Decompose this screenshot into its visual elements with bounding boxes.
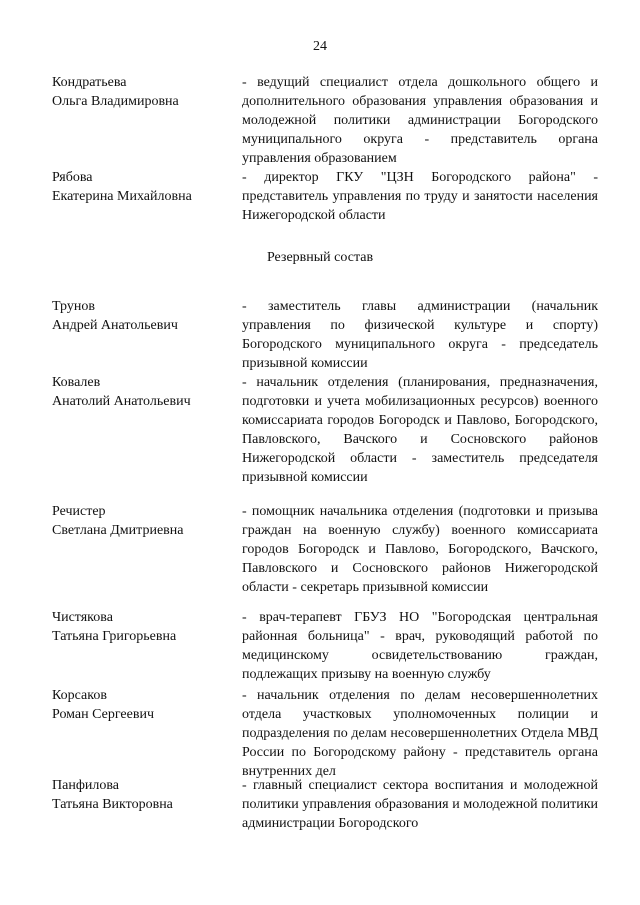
member-role: - помощник начальника отделения (подготовки и призыва граждан на военную службу) военного комиссариата городов Богородск и Павлово, Богородского, Вачского, Павловского и Сосновского районов Нижегородской области - секретарь призывной комиссии <box>242 504 598 595</box>
member-surname: Панфилова <box>52 778 120 793</box>
member-name <box>52 297 232 335</box>
member-surname: Корсаков <box>52 688 107 703</box>
member-given-names: Екатерина Михайловна <box>52 189 192 204</box>
member-name <box>52 373 232 411</box>
member-given-names: Роман Сергеевич <box>52 707 154 722</box>
member-given-names: Татьяна Григорьевна <box>52 629 177 644</box>
member-role: - директор ГКУ "ЦЗН Богородского района" - представитель управления по труду и занятости населения Нижегородской области <box>242 170 598 223</box>
member-given-names: Ольга Владимировна <box>52 94 179 109</box>
member-surname: Трунов <box>52 299 95 314</box>
member-surname: Кондратьева <box>52 75 127 90</box>
page-number: 24 <box>313 39 327 54</box>
member-given-names: Светлана Дмитриевна <box>52 523 184 538</box>
member-name <box>52 776 232 814</box>
member-surname: Ковалев <box>52 375 101 390</box>
member-name <box>52 686 232 724</box>
section-title: Резервный состав <box>266 250 374 265</box>
member-surname: Рябова <box>52 170 93 185</box>
member-name <box>52 608 232 646</box>
member-given-names: Анатолий Анатольевич <box>52 394 191 409</box>
member-name <box>52 168 232 206</box>
member-given-names: Андрей Анатольевич <box>52 318 178 333</box>
member-name <box>52 502 232 540</box>
member-role: - заместитель главы администрации (начальник управления по физической культуре и спорту) Богородского муниципального округа - председатель призывной комиссии <box>242 299 598 371</box>
member-surname: Речистер <box>52 504 106 519</box>
member-role: - начальник отделения по делам несовершеннолетних отдела участковых уполномоченных полиции и подразделения по делам несовершеннолетних Отдела МВД России по Богородскому району - представитель органа внутренних дел <box>242 688 598 779</box>
member-name <box>52 73 232 111</box>
member-role: - врач-терапевт ГБУЗ НО "Богородская центральная районная больница" - врач, руководящий работой по медицинскому освидетельствованию граждан, подлежащих призыву на военную службу <box>242 610 598 682</box>
member-surname: Чистякова <box>52 610 113 625</box>
member-role: - ведущий специалист отдела дошкольного общего и дополнительного образования управления образования и молодежной политики администрации Богородского муниципального округа - представитель органа управления образованием <box>242 75 598 166</box>
member-role: - начальник отделения (планирования, предназначения, подготовки и учета мобилизационных ресурсов) военного комиссариата городов Богородск и Павлово, Богородского, Павловского, Вачского и Сосновского районов Нижегородской области - заместитель председателя призывной комиссии <box>242 375 598 485</box>
member-role: - главный специалист сектора воспитания и молодежной политики управления образования и молодежной политики администрации Богородского <box>242 778 598 831</box>
member-given-names: Татьяна Викторовна <box>52 797 173 812</box>
